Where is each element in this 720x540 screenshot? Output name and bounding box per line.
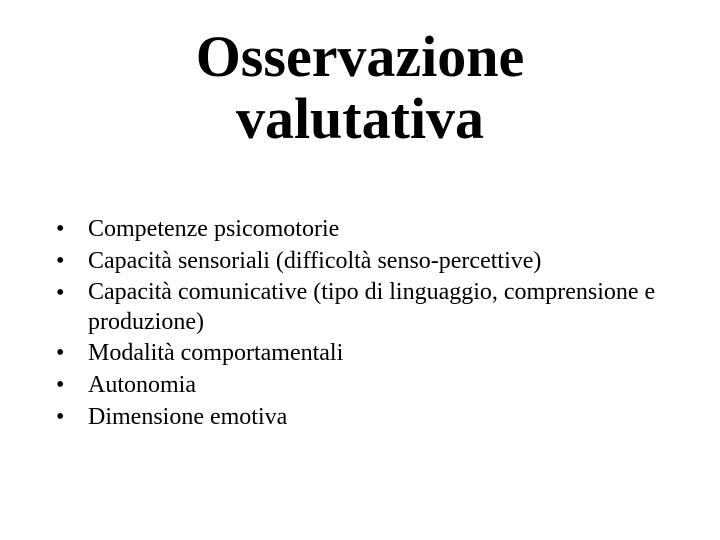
bullet-list	[56, 213, 696, 433]
bullet-item	[56, 337, 696, 369]
bullet-item	[56, 401, 696, 433]
bullet-item	[56, 245, 696, 277]
bullet-item	[56, 277, 696, 337]
bullet-item	[56, 369, 696, 401]
title-line-1: Osservazione	[195, 24, 525, 89]
bullet-text: Autonomia	[88, 372, 196, 398]
bullet-icon: •	[56, 280, 65, 306]
slide-title	[0, 26, 720, 150]
bullet-text: Dimensione emotiva	[88, 404, 288, 430]
bullet-text: Modalità comportamentali	[88, 340, 344, 366]
bullet-icon: •	[56, 248, 65, 274]
bullet-text: Competenze psicomotorie	[88, 216, 340, 242]
bullet-icon: •	[56, 372, 65, 398]
bullet-icon: •	[56, 216, 65, 242]
bullet-icon: •	[56, 340, 65, 366]
bullet-text: Capacità sensoriali (difficoltà senso-percettive)	[88, 248, 542, 274]
bullet-item	[56, 213, 696, 245]
bullet-icon: •	[56, 404, 65, 430]
title-line-2: valutativa	[235, 86, 485, 151]
bullet-text: Capacità comunicative (tipo di linguaggio, comprensione e produzione)	[88, 279, 656, 335]
